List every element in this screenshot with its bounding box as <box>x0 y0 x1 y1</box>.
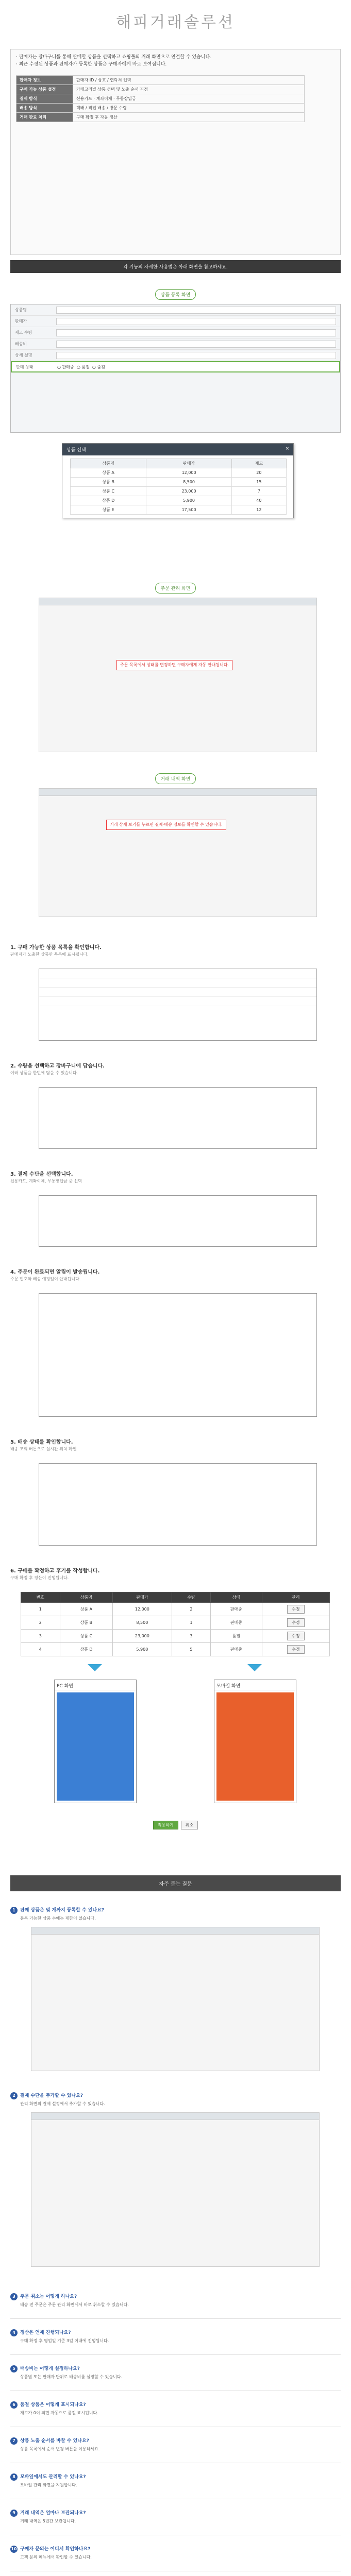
cell: 12 <box>231 505 286 515</box>
cell: 23,000 <box>146 487 231 496</box>
window-bar <box>31 1927 319 1935</box>
apply-button[interactable]: 적용하기 <box>153 1821 178 1829</box>
intro-section <box>10 49 341 255</box>
cell: 상품 D <box>60 1643 113 1656</box>
faq-question-text: 거래 내역은 얼마나 보관되나요? <box>20 2511 86 2516</box>
faq-screenshot <box>31 1927 320 2071</box>
faq-item <box>10 2293 341 2308</box>
step-title: 1. 구매 가능한 상품 목록을 확인합니다. <box>10 945 102 951</box>
table-row[interactable] <box>21 1603 330 1616</box>
faq-question-text: 상품 노출 순서를 바꿀 수 있나요? <box>20 2438 89 2444</box>
edit-button[interactable]: 수정 <box>287 1632 304 1640</box>
intro-text <box>11 49 340 72</box>
step-screen <box>39 1293 317 1417</box>
settings-table <box>16 75 305 122</box>
step-screen <box>39 1087 317 1149</box>
faq-question-text: 정산은 언제 진행되나요? <box>20 2330 71 2335</box>
settings-row <box>16 85 305 94</box>
intro-line: · 판매자는 장바구니를 통해 판매할 상품을 선택하고 쇼핑몰의 거래 화면으로 연결할 수 있습니다. <box>16 55 212 60</box>
step-desc: 구매 확정 후 정산이 진행됩니다. <box>10 1575 69 1580</box>
field-label: 배송비 <box>15 342 27 346</box>
settings-key: 판매자 정보 <box>16 76 73 85</box>
edit-cell <box>262 1643 329 1656</box>
step-desc: 주문 번호와 배송 예정일이 안내됩니다. <box>10 1277 81 1281</box>
faq-number-icon: 3 <box>10 2293 18 2300</box>
step-desc: 판매자가 노출한 상품만 목록에 표시됩니다. <box>10 952 89 957</box>
column-header: 상품명 <box>60 1592 113 1603</box>
step <box>10 1566 341 1581</box>
cell: 20 <box>231 468 286 478</box>
cell: 2 <box>21 1616 60 1630</box>
field-label: 판매 상태 <box>16 364 34 369</box>
edit-cell <box>262 1630 329 1643</box>
cell: 5,900 <box>146 496 231 505</box>
table-row[interactable] <box>21 1616 330 1630</box>
cell: 상품 C <box>60 1630 113 1643</box>
settings-key: 결제 방식 <box>16 94 73 104</box>
order-screen <box>39 598 317 752</box>
preview-title: PC 화면 <box>55 1680 136 1690</box>
cell: 5,900 <box>113 1643 172 1656</box>
faq-number-icon: 6 <box>10 2401 18 2409</box>
faq-number-icon: 9 <box>10 2510 18 2517</box>
form-row <box>11 338 340 350</box>
faq-answer: 상품별 또는 판매자 단위로 배송비를 설정할 수 있습니다. <box>20 2375 123 2379</box>
table-row[interactable] <box>71 478 287 487</box>
faq-item <box>10 1906 341 1922</box>
faq-answer: 모바일 관리 화면을 지원합니다. <box>20 2483 77 2487</box>
column-header: 상품명 <box>71 459 146 468</box>
edit-button[interactable]: 수정 <box>287 1605 304 1614</box>
intro-line: · 최근 수정된 상품과 판매자가 등록한 상품은 구매자에게 바로 보여집니다. <box>16 62 167 67</box>
cell: 8,500 <box>146 478 231 487</box>
cell: 상품 E <box>71 505 146 515</box>
faq-question <box>10 2365 341 2372</box>
step <box>10 1061 341 1076</box>
faq-item <box>10 2401 341 2416</box>
step-screen <box>39 1195 317 1247</box>
faq-answer: 관리 화면의 결제 설정에서 추가할 수 있습니다. <box>20 2102 105 2106</box>
step-desc: 신용카드, 계좌이체, 무통장입금 중 선택 <box>10 1179 82 1183</box>
settings-row <box>16 94 305 104</box>
section-tag: 주문 관리 화면 <box>155 583 196 594</box>
faq-question <box>10 2092 341 2099</box>
arrow-down-icon <box>247 1664 262 1671</box>
field-label: 상품명 <box>15 308 27 312</box>
settings-value: 판매자 ID / 상호 / 연락처 입력 <box>73 76 305 85</box>
section-tag: 상품 등록 화면 <box>155 289 196 300</box>
faq-answer: 상품 목록에서 순서 변경 버튼을 이용하세요. <box>20 2447 100 2451</box>
faq-question <box>10 2509 341 2517</box>
pc-preview <box>54 1680 137 1803</box>
faq-question <box>10 2329 341 2336</box>
description-input[interactable] <box>56 352 336 359</box>
step <box>10 1170 341 1184</box>
faq-item <box>10 2365 341 2380</box>
faq-number-icon: 1 <box>10 1907 18 1914</box>
faq-header: 자주 묻는 질문 <box>10 1875 341 1891</box>
faq-question <box>10 2473 341 2481</box>
divider <box>10 2354 341 2355</box>
cell: 3 <box>21 1630 60 1643</box>
step-title: 6. 구매를 확정하고 후기를 작성합니다. <box>10 1568 100 1574</box>
dialog-table-header <box>71 459 287 468</box>
step <box>10 1267 341 1282</box>
edit-button[interactable]: 수정 <box>287 1618 304 1627</box>
faq-question-text: 배송비는 어떻게 설정하나요? <box>20 2366 80 2371</box>
list-item[interactable] <box>39 997 316 1006</box>
list-item[interactable] <box>39 988 316 997</box>
settings-row <box>16 76 305 85</box>
step-title: 4. 주문이 완료되면 알림이 발송됩니다. <box>10 1269 100 1275</box>
status-row <box>11 361 340 372</box>
form-row <box>11 316 340 327</box>
cell: 판매중 <box>211 1616 262 1630</box>
cell: 15 <box>231 478 286 487</box>
table-row[interactable] <box>21 1630 330 1643</box>
section-tag-wrap <box>10 582 341 594</box>
step-title: 2. 수량을 선택하고 장바구니에 담습니다. <box>10 1063 105 1069</box>
column-header: 재고 <box>231 459 286 468</box>
cell: 17,500 <box>146 505 231 515</box>
step-title: 5. 배송 상태를 확인합니다. <box>10 1439 73 1445</box>
table-row[interactable] <box>71 496 287 505</box>
faq-answer: 등록 가능한 상품 수에는 제한이 없습니다. <box>20 1916 96 1921</box>
faq-question-text: 결제 수단을 추가할 수 있나요? <box>20 2093 83 2098</box>
close-icon[interactable]: × <box>285 446 289 451</box>
cell: 상품 B <box>60 1616 113 1630</box>
product-grid <box>21 1592 330 1656</box>
field-label: 상세 설명 <box>15 353 32 358</box>
step <box>10 943 341 958</box>
faq-item <box>10 2329 341 2344</box>
faq-question-text: 판매 상품은 몇 개까지 등록할 수 있나요? <box>20 1908 105 1913</box>
faq-question-text: 품절 상품은 어떻게 표시되나요? <box>20 2402 86 2408</box>
faq-number-icon: 8 <box>10 2473 18 2481</box>
faq-number-icon: 5 <box>10 2365 18 2372</box>
cell: 3 <box>172 1630 211 1643</box>
cell: 8,500 <box>113 1616 172 1630</box>
status-option[interactable]: ○ 판매중 <box>57 364 74 369</box>
faq-item <box>10 2509 341 2524</box>
faq-question-text: 주문 취소는 어떻게 하나요? <box>20 2294 77 2299</box>
table-row[interactable] <box>71 505 287 515</box>
settings-key: 배송 방식 <box>16 104 73 113</box>
form-row <box>11 350 340 361</box>
dialog-table <box>70 459 287 515</box>
cell: 1 <box>172 1616 211 1630</box>
status-option-label: 품절 <box>81 364 90 369</box>
list-item[interactable] <box>39 978 316 988</box>
faq-item <box>10 2092 341 2107</box>
faq-answer: 재고가 0이 되면 자동으로 품절 표시됩니다. <box>20 2411 98 2415</box>
dialog-title: 상품 선택 <box>66 448 86 453</box>
faq-answer: 구매 확정 후 영업일 기준 3일 이내에 진행됩니다. <box>20 2338 109 2343</box>
status-option-label: 판매중 <box>62 364 74 369</box>
cell: 상품 D <box>71 496 146 505</box>
hero-banner <box>0 0 351 36</box>
settings-value: 구매 확정 후 자동 정산 <box>73 113 305 122</box>
faq-question-text: 모바일에서도 관리할 수 있나요? <box>20 2475 86 2480</box>
cell: 12,000 <box>113 1603 172 1616</box>
faq-item <box>10 2545 341 2561</box>
faq-question <box>10 2437 341 2445</box>
preview-body <box>57 1692 134 1801</box>
callout: 주문 목록에서 상태를 변경하면 구매자에게 자동 안내됩니다. <box>116 660 232 670</box>
stock-input[interactable] <box>56 329 336 336</box>
faq-question <box>10 1906 341 1914</box>
faq-number-icon: 4 <box>10 2329 18 2336</box>
settings-key: 거래 완료 처리 <box>16 113 73 122</box>
grid-header <box>21 1592 330 1603</box>
divider <box>10 2318 341 2319</box>
cell: 판매중 <box>211 1603 262 1616</box>
mobile-preview <box>214 1680 296 1803</box>
preview-title: 모바일 화면 <box>214 1680 296 1690</box>
history-screen <box>39 788 317 917</box>
faq-answer: 배송 전 주문은 주문 관리 화면에서 바로 취소할 수 있습니다. <box>20 2302 129 2307</box>
faq-question <box>10 2401 341 2409</box>
column-header: 번호 <box>21 1592 60 1603</box>
field-label: 판매가 <box>15 319 27 324</box>
callout: 거래 상세 보기를 누르면 결제·배송 정보를 확인할 수 있습니다. <box>106 820 226 830</box>
action-buttons <box>10 1819 341 1829</box>
column-header: 판매가 <box>146 459 231 468</box>
edit-cell <box>262 1616 329 1630</box>
table-row[interactable] <box>71 468 287 478</box>
faq-question-text: 구매자 문의는 어디서 확인하나요? <box>20 2547 91 2552</box>
status-option[interactable]: ○ 숨김 <box>92 364 105 369</box>
cell: 23,000 <box>113 1630 172 1643</box>
cell: 12,000 <box>146 468 231 478</box>
edit-cell <box>262 1603 329 1616</box>
faq-item <box>10 2473 341 2488</box>
column-header: 수량 <box>172 1592 211 1603</box>
settings-value: 카테고리별 상품 선택 및 노출 순서 지정 <box>73 85 305 94</box>
window-bar <box>31 2113 319 2120</box>
section-tag: 거래 내역 화면 <box>155 773 196 784</box>
step-screen <box>39 969 317 1041</box>
settings-row <box>16 113 305 122</box>
settings-value: 신용카드 · 계좌이체 · 무통장입금 <box>73 94 305 104</box>
status-option-label: 숨김 <box>97 364 105 369</box>
cancel-button[interactable]: 취소 <box>181 1821 198 1829</box>
cell: 1 <box>21 1603 60 1616</box>
form-row <box>11 304 340 316</box>
table-row[interactable] <box>71 487 287 496</box>
faq-number-icon: 7 <box>10 2437 18 2445</box>
dialog-header <box>62 444 293 455</box>
column-header: 판매가 <box>113 1592 172 1603</box>
window-bar <box>39 789 316 796</box>
intro-bottom-bar: 각 기능의 자세한 사용법은 아래 화면을 참고하세요. <box>10 260 341 273</box>
cell: 40 <box>231 496 286 505</box>
cell: 2 <box>172 1603 211 1616</box>
section-tag-wrap <box>10 289 341 300</box>
settings-key: 구매 가능 상품 설정 <box>16 85 73 94</box>
field-label: 재고 수량 <box>15 330 32 335</box>
cell: 품절 <box>211 1630 262 1643</box>
cell: 상품 A <box>71 468 146 478</box>
settings-row <box>16 104 305 113</box>
shipping-input[interactable] <box>56 341 336 348</box>
product-form-panel <box>10 304 341 433</box>
form-row <box>11 327 340 338</box>
table-row[interactable] <box>21 1643 330 1656</box>
cell: 판매중 <box>211 1643 262 1656</box>
cell: 5 <box>172 1643 211 1656</box>
cell: 상품 C <box>71 487 146 496</box>
window-bar <box>39 598 316 605</box>
faq-item <box>10 2437 341 2452</box>
faq-question <box>10 2293 341 2300</box>
cell: 상품 A <box>60 1603 113 1616</box>
faq-number-icon: 10 <box>10 2546 18 2553</box>
settings-value: 택배 / 직접 배송 / 방문 수령 <box>73 104 305 113</box>
cell: 7 <box>231 487 286 496</box>
step <box>10 1437 341 1452</box>
cell: 4 <box>21 1643 60 1656</box>
step-title: 3. 결제 수단을 선택합니다. <box>10 1172 73 1177</box>
column-header: 상태 <box>211 1592 262 1603</box>
column-header: 관리 <box>262 1592 329 1603</box>
faq-answer: 고객 문의 메뉴에서 확인할 수 있습니다. <box>20 2555 92 2560</box>
step-desc: 배송 조회 버튼으로 실시간 위치 확인 <box>10 1447 77 1451</box>
edit-button[interactable]: 수정 <box>287 1645 304 1654</box>
product-select-dialog <box>62 443 294 518</box>
faq-answer: 거래 내역은 5년간 보관됩니다. <box>20 2519 76 2523</box>
section-tag-wrap <box>10 773 341 784</box>
list-item[interactable] <box>39 969 316 978</box>
step-screen <box>39 1463 317 1546</box>
hero-title: 해피거래솔루션 <box>116 13 235 31</box>
faq-screenshot <box>31 2112 320 2267</box>
price-input[interactable] <box>56 318 336 325</box>
status-option[interactable]: ○ 품절 <box>76 364 90 369</box>
product-name-input[interactable] <box>56 307 336 314</box>
arrow-down-icon <box>88 1664 102 1671</box>
step-desc: 여러 상품을 한번에 담을 수 있습니다. <box>10 1071 78 1075</box>
preview-body <box>216 1692 294 1801</box>
faq-question <box>10 2545 341 2553</box>
cell: 상품 B <box>71 478 146 487</box>
faq-number-icon: 2 <box>10 2092 18 2099</box>
